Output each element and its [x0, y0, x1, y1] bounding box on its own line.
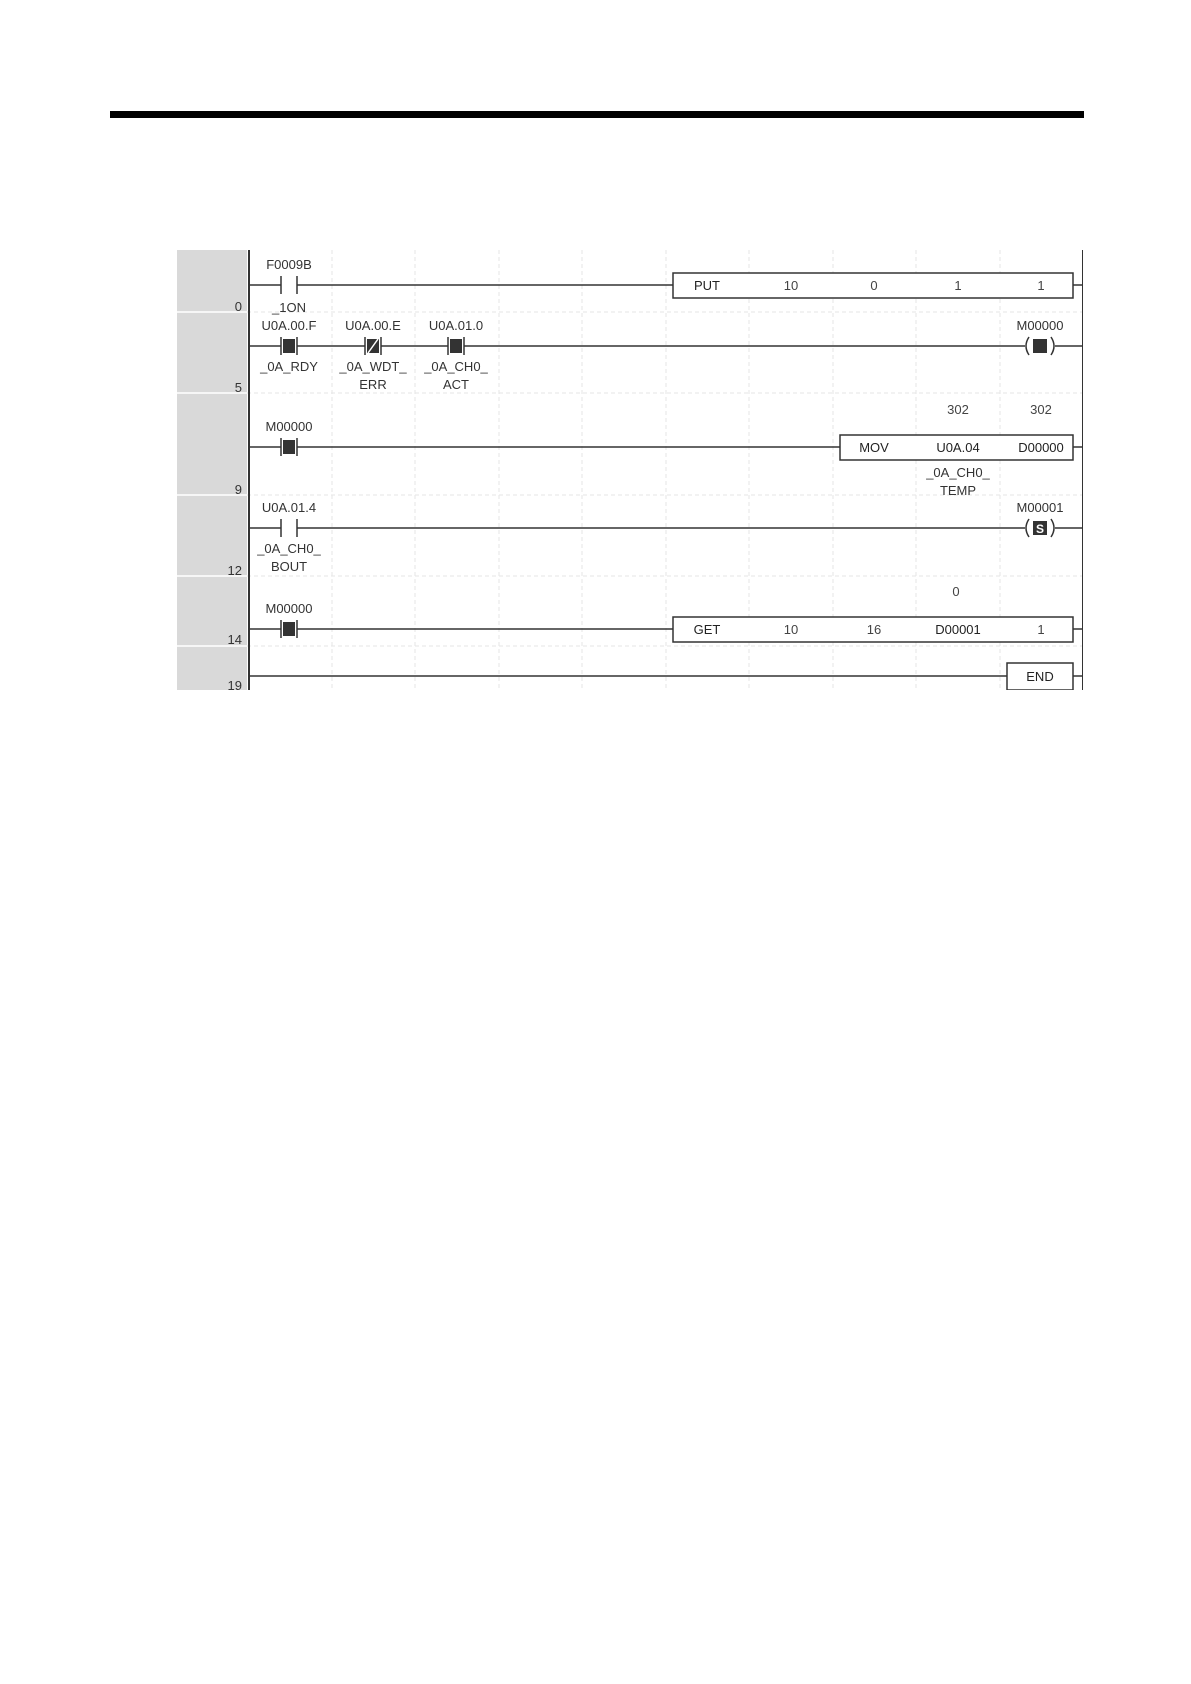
instruction-operand: 0	[870, 278, 878, 293]
contact-nc-on[interactable]	[365, 337, 381, 355]
contact-comment: _0A_WDT_	[339, 359, 407, 374]
instruction-operand: D00001	[935, 622, 981, 637]
instruction-operand: D00000	[1018, 440, 1064, 455]
contact-comment: ERR	[359, 377, 387, 392]
coil-device: M00001	[1016, 500, 1064, 515]
step-number: 12	[227, 563, 242, 578]
instruction-operand: 16	[866, 622, 882, 637]
instruction-box-put[interactable]	[673, 273, 1083, 298]
instruction-box-mov[interactable]	[840, 435, 1083, 460]
contact-comment: _0A_CH0_	[257, 541, 321, 556]
step-number: 0	[234, 299, 242, 314]
monitor-value: 0	[952, 584, 960, 599]
contact-no[interactable]	[281, 519, 297, 537]
step-number: 19	[227, 678, 242, 690]
contact-no-on[interactable]	[281, 438, 297, 456]
instruction-name: GET	[693, 622, 721, 637]
contact-comment: _0A_CH0_	[424, 359, 488, 374]
contact-comment: _1ON	[272, 300, 306, 315]
step-column	[177, 250, 247, 690]
instruction-operand: 10	[783, 622, 799, 637]
instruction-operand: U0A.04	[936, 440, 980, 455]
contact-device: U0A.01.0	[428, 318, 484, 333]
operand-comment: TEMP	[939, 483, 977, 498]
ladder-diagram	[177, 250, 1083, 695]
instruction-name: PUT	[694, 278, 720, 293]
instruction-box-end[interactable]	[1007, 663, 1083, 690]
instruction-operand: 1	[1037, 278, 1045, 293]
step-number: 5	[234, 380, 242, 395]
contact-device: U0A.01.4	[261, 500, 317, 515]
coil-symbol: S	[1035, 522, 1045, 536]
instruction-operand: 1	[1037, 622, 1045, 637]
instruction-operand: 1	[954, 278, 962, 293]
instruction-box-get[interactable]	[673, 617, 1083, 642]
contact-comment: _0A_RDY	[260, 359, 318, 374]
contact-no-on[interactable]	[281, 337, 297, 355]
coil-out-on[interactable]	[1026, 337, 1054, 355]
contact-device: F0009B	[266, 257, 312, 272]
contact-comment: BOUT	[270, 559, 308, 574]
monitor-value: 302	[947, 402, 969, 417]
operand-comment: _0A_CH0_	[926, 465, 990, 480]
monitor-value: 302	[1030, 402, 1052, 417]
page-header-rule	[110, 111, 1084, 118]
instruction-name: END	[1026, 669, 1054, 684]
contact-device: U0A.00.F	[261, 318, 317, 333]
contact-device: U0A.00.E	[345, 318, 401, 333]
contact-no[interactable]	[281, 276, 297, 294]
coil-device: M00000	[1016, 318, 1064, 333]
instruction-name: MOV	[859, 440, 889, 455]
contact-no-on[interactable]	[281, 620, 297, 638]
coil-set-on[interactable]	[1026, 519, 1054, 537]
step-number: 9	[234, 482, 242, 497]
contact-no-on[interactable]	[448, 337, 464, 355]
step-number: 14	[227, 632, 242, 647]
contact-comment: ACT	[443, 377, 469, 392]
contact-device: M00000	[265, 419, 313, 434]
rung-14[interactable]	[249, 584, 1083, 642]
instruction-operand: 10	[783, 278, 799, 293]
contact-device: M00000	[265, 601, 313, 616]
